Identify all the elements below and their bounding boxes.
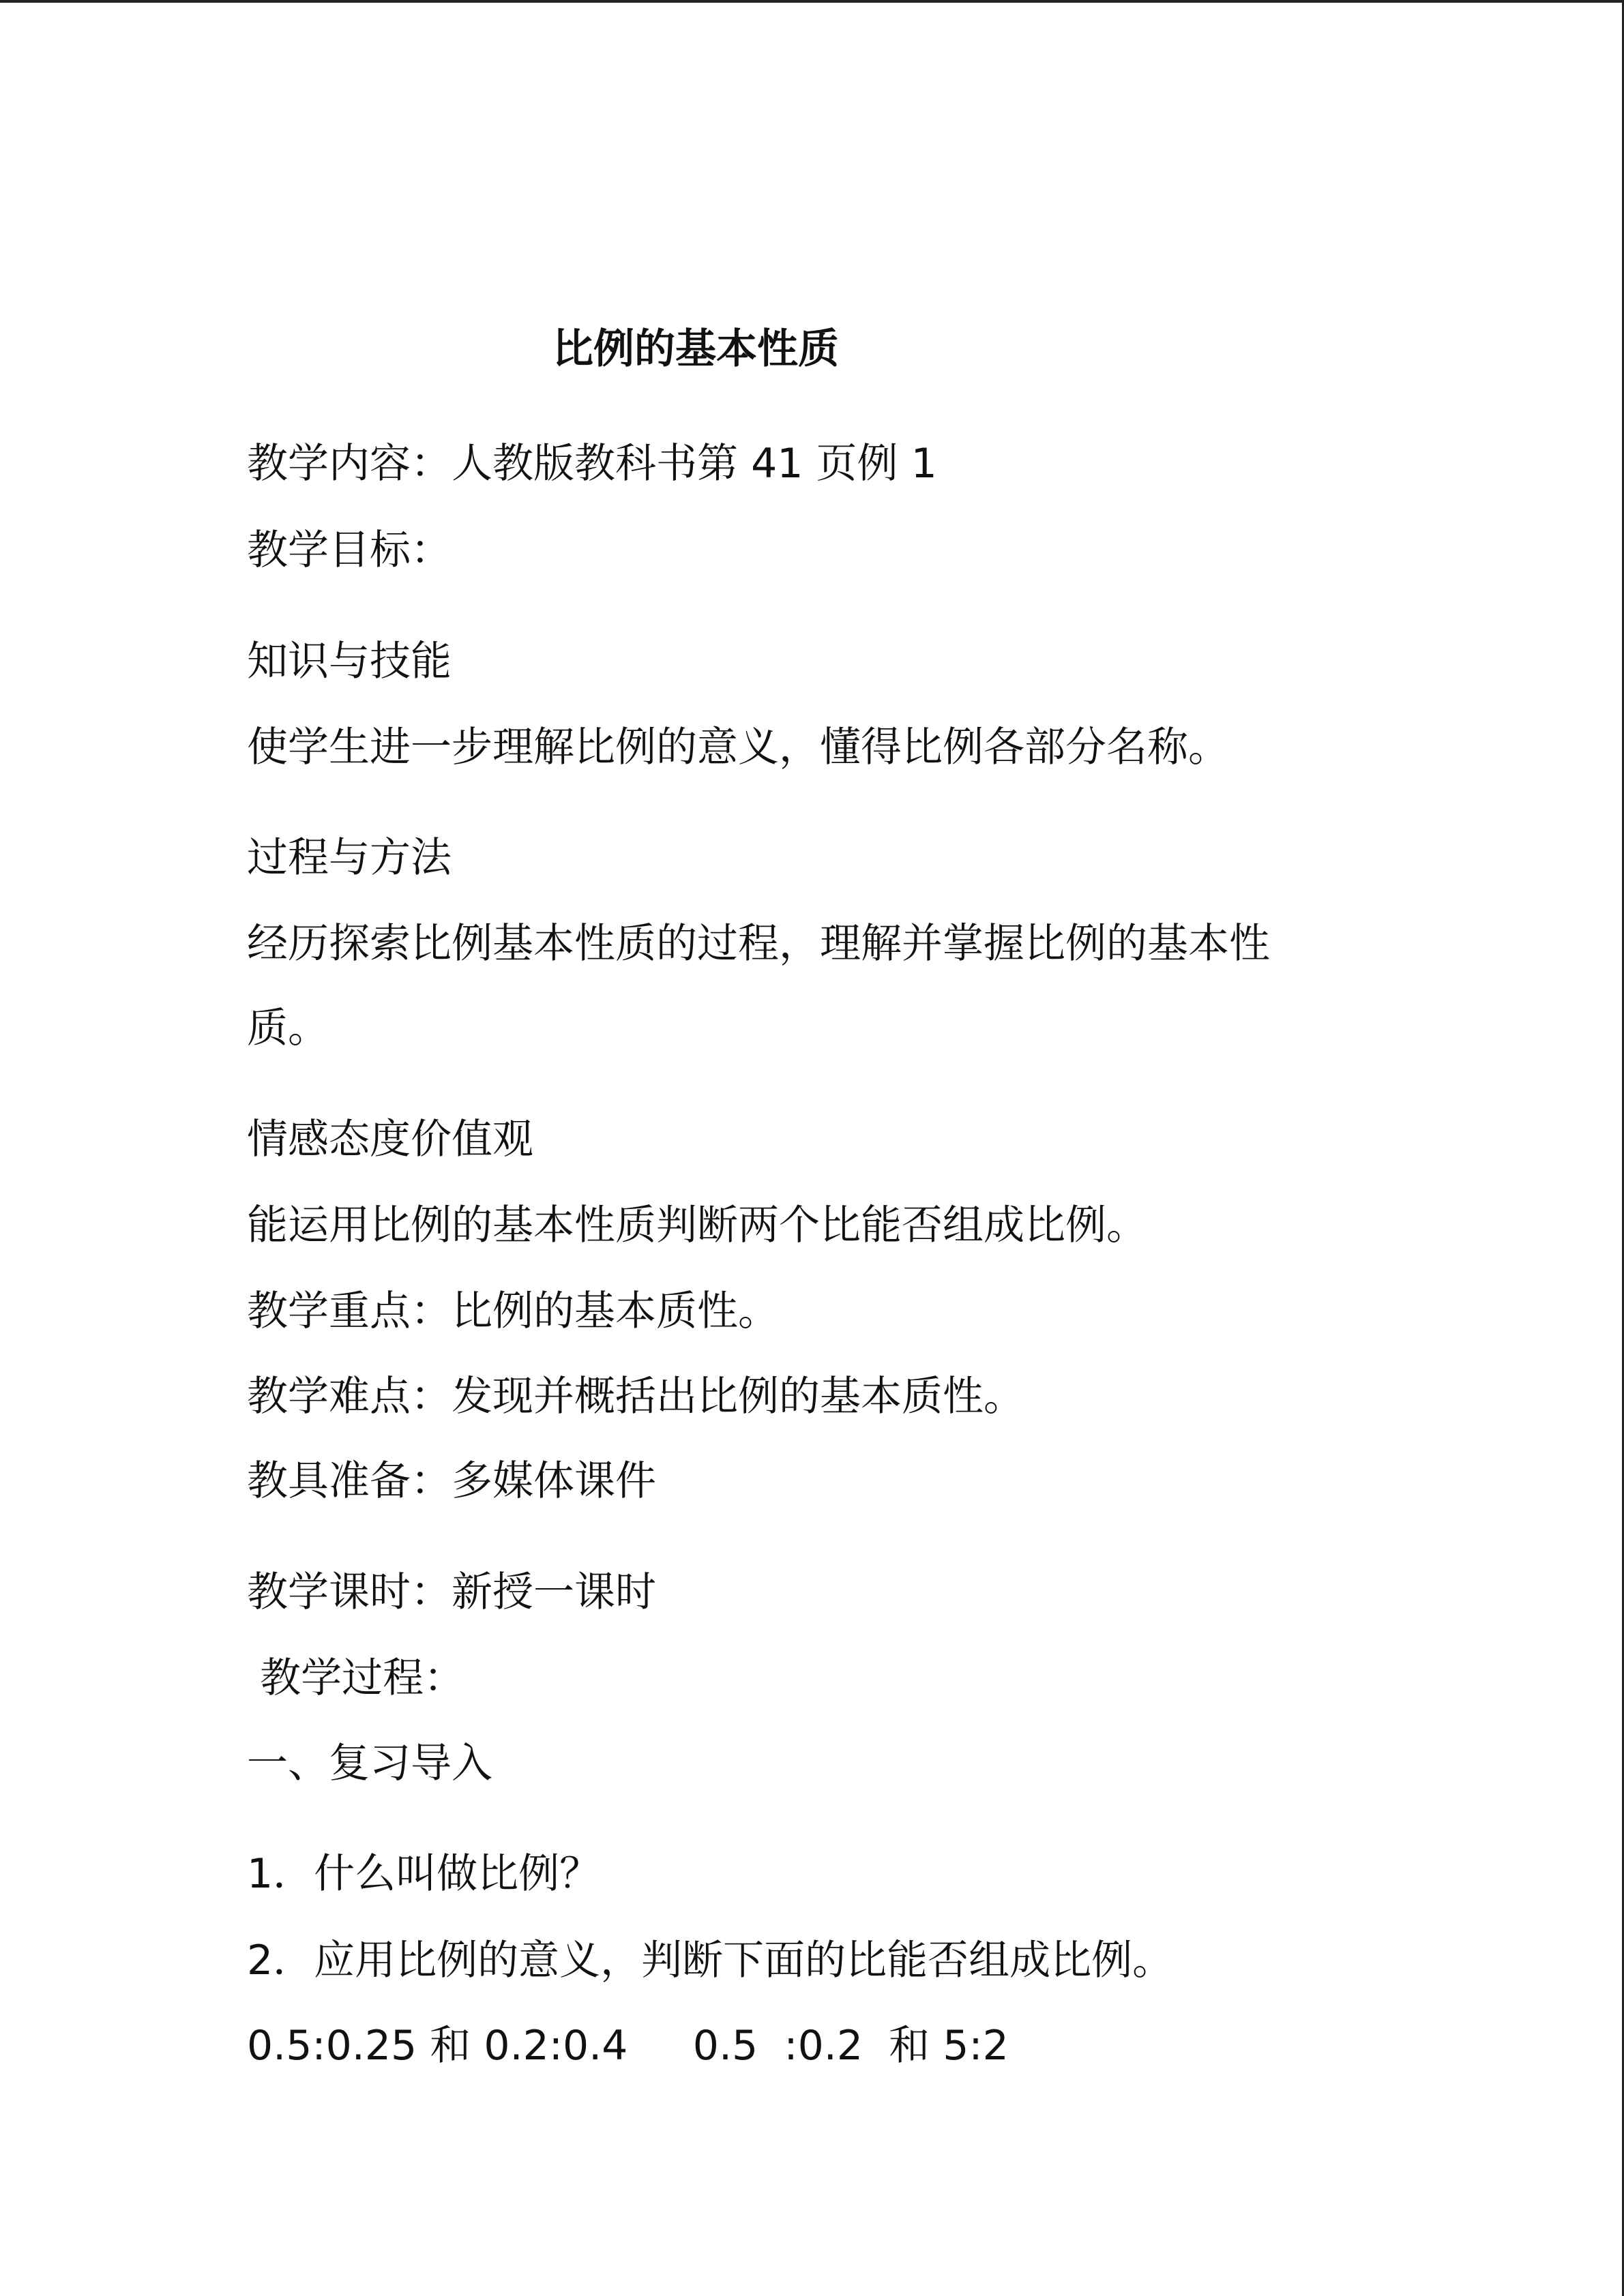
question-2: 2．应用比例的意义，判断下面的比能否组成比例。 xyxy=(247,1937,1174,1984)
teaching-difficulty: 教学难点：发现并概括出比例的基本质性。 xyxy=(247,1373,1024,1420)
teaching-process-label: 教学过程： xyxy=(247,1654,465,1702)
section-review-intro: 一、复习导入 xyxy=(247,1740,492,1787)
emotion-values-heading: 情感态度价值观 xyxy=(247,1116,533,1163)
document-title: 比例的基本性质 xyxy=(552,325,839,373)
teaching-hours: 教学课时：新授一课时 xyxy=(247,1568,656,1616)
teaching-key-point: 教学重点：比例的基本质性。 xyxy=(247,1287,779,1335)
page-top-border xyxy=(0,0,1624,3)
knowledge-skills-text: 使学生进一步理解比例的意义，懂得比例各部分名称。 xyxy=(247,724,1229,771)
teaching-tools: 教具准备：多媒体课件 xyxy=(247,1457,656,1505)
teaching-content: 教学内容：人教版教科书第 41 页例 1 xyxy=(247,440,937,488)
knowledge-skills-heading: 知识与技能 xyxy=(247,638,452,685)
emotion-values-text: 能运用比例的基本性质判断两个比能否组成比例。 xyxy=(247,1202,1147,1249)
question-1: 1．什么叫做比例？ xyxy=(247,1850,601,1898)
teaching-objectives-label: 教学目标： xyxy=(247,526,452,574)
ratio-examples: 0.5:0.25 和 0.2:0.4 0.5 :0.2 和 5:2 xyxy=(247,2022,1009,2070)
process-method-text-line2: 质。 xyxy=(247,1004,329,1052)
process-method-text-line1: 经历探索比例基本性质的过程，理解并掌握比例的基本性 xyxy=(247,920,1270,968)
process-method-heading: 过程与方法 xyxy=(247,834,452,882)
